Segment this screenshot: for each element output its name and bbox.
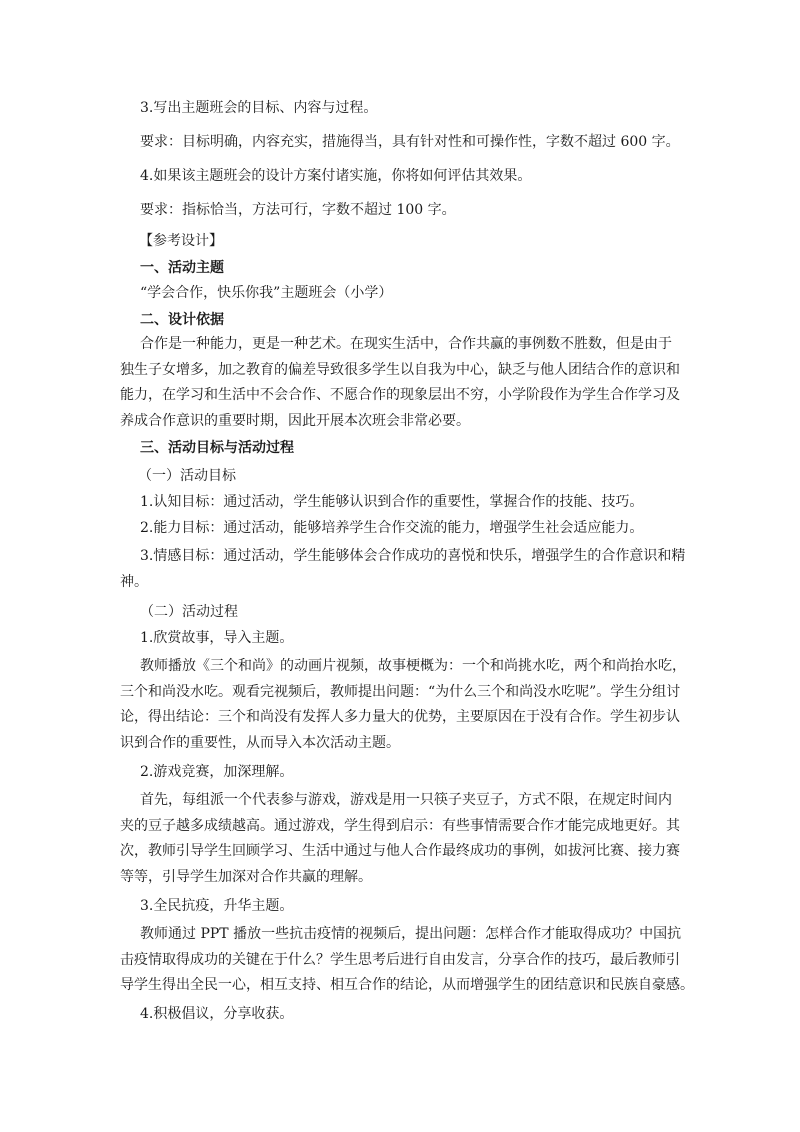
text-line: 养成合作意识的重要时期，因此开展本次班会非常必要。 [120,412,470,429]
step-2-paragraph [120,788,680,890]
text-line: 击疫情取得成功的关键在于什么？学生思考后进行自由发言，分享合作的技巧，最后教师引 [120,951,680,968]
goal-ability: 2.能力目标：通过活动，能够培养学生合作交流的能力，增强学生社会适应能力。 [140,520,644,536]
text-line: 三个和尚没水吃。观看完视频后，教师提出问题：“为什么三个和尚没水吃呢”。学生分组讨 [120,683,681,700]
section-heading-2: 二、设计依据 [140,312,224,328]
design-basis-paragraph [120,332,680,434]
question-4: 4.如果该主题班会的设计方案付诸实施，你将如何评估其效果。 [140,168,532,184]
text-line: 识到合作的重要性，从而导入本次活动主题。 [120,734,400,751]
text-line: 首先，每组派一个代表参与游戏，游戏是用一只筷子夹豆子，方式不限，在规定时间内 [140,792,672,808]
text-line: 合作是一种能力，更是一种艺术。在现实生活中，合作共赢的事例数不胜数，但是由于 [140,336,672,352]
text-line: 3.情感目标：通过活动，学生能够体会合作成功的喜悦和快乐，增强学生的合作意识和精 [140,548,686,564]
text-line: 等等，引导学生加深对合作共赢的理解。 [120,868,372,885]
step-4-title: 4.积极倡议，分享收获。 [140,1006,294,1022]
subsection-process: （二）活动过程 [140,604,238,620]
question-3-requirement: 要求：目标明确，内容充实，措施得当，具有针对性和可操作性，字数不超过 600 字。 [140,134,680,150]
text-line: 次，教师引导学生回顾学习、生活中通过与他人合作最终成功的事例，如拔河比赛、接力赛 [120,843,680,860]
goal-cognitive: 1.认知目标：通过活动，学生能够认识到合作的重要性，掌握合作的技能、技巧。 [140,494,644,510]
text-line: 夹的豆子越多成绩越高。通过游戏，学生得到启示：有些事情需要合作才能完成地更好。其 [120,817,680,834]
section-heading-1: 一、活动主题 [140,260,224,276]
question-3: 3.写出主题班会的目标、内容与过程。 [140,100,378,116]
text-line: 论，得出结论：三个和尚没有发挥人多力量大的优势，主要原因在于没有合作。学生初步认 [120,709,680,726]
step-2-title: 2.游戏竞赛，加深理解。 [140,764,294,780]
activity-theme: “学会合作，快乐你我”主题班会（小学） [140,285,393,301]
step-1-paragraph [120,654,686,756]
step-3-paragraph [120,922,694,999]
step-3-title: 3.全民抗疫，升华主题。 [140,898,294,914]
text-line: 教师播放《三个和尚》的动画片视频，故事梗概为：一个和尚挑水吃，两个和尚抬水吃， [140,658,686,674]
subsection-goals: （一）活动目标 [138,468,236,484]
section-heading-3: 三、活动目标与活动过程 [140,440,294,456]
reference-design-label: 【参考设计】 [139,233,223,249]
text-line: 独生子女增多，加之教育的偏差导致很多学生以自我为中心，缺乏与他人团结合作的意识和 [120,361,680,378]
step-1-title: 1.欣赏故事，导入主题。 [140,630,294,646]
text-line: 神。 [120,573,148,590]
goal-emotion-paragraph [120,544,686,595]
question-4-requirement: 要求：指标恰当，方法可行，字数不超过 100 字。 [140,202,456,218]
text-line: 导学生得出全民一心，相互支持、相互合作的结论，从而增强学生的团结意识和民族自豪感。 [120,977,694,994]
text-line: 能力，在学习和生活中不会合作、不愿合作的现象层出不穷，小学阶段作为学生合作学习及 [120,387,680,404]
text-line: 教师通过 PPT 播放一些抗击疫情的视频后，提出问题：怎样合作才能取得成功？中国抗 [140,926,682,942]
